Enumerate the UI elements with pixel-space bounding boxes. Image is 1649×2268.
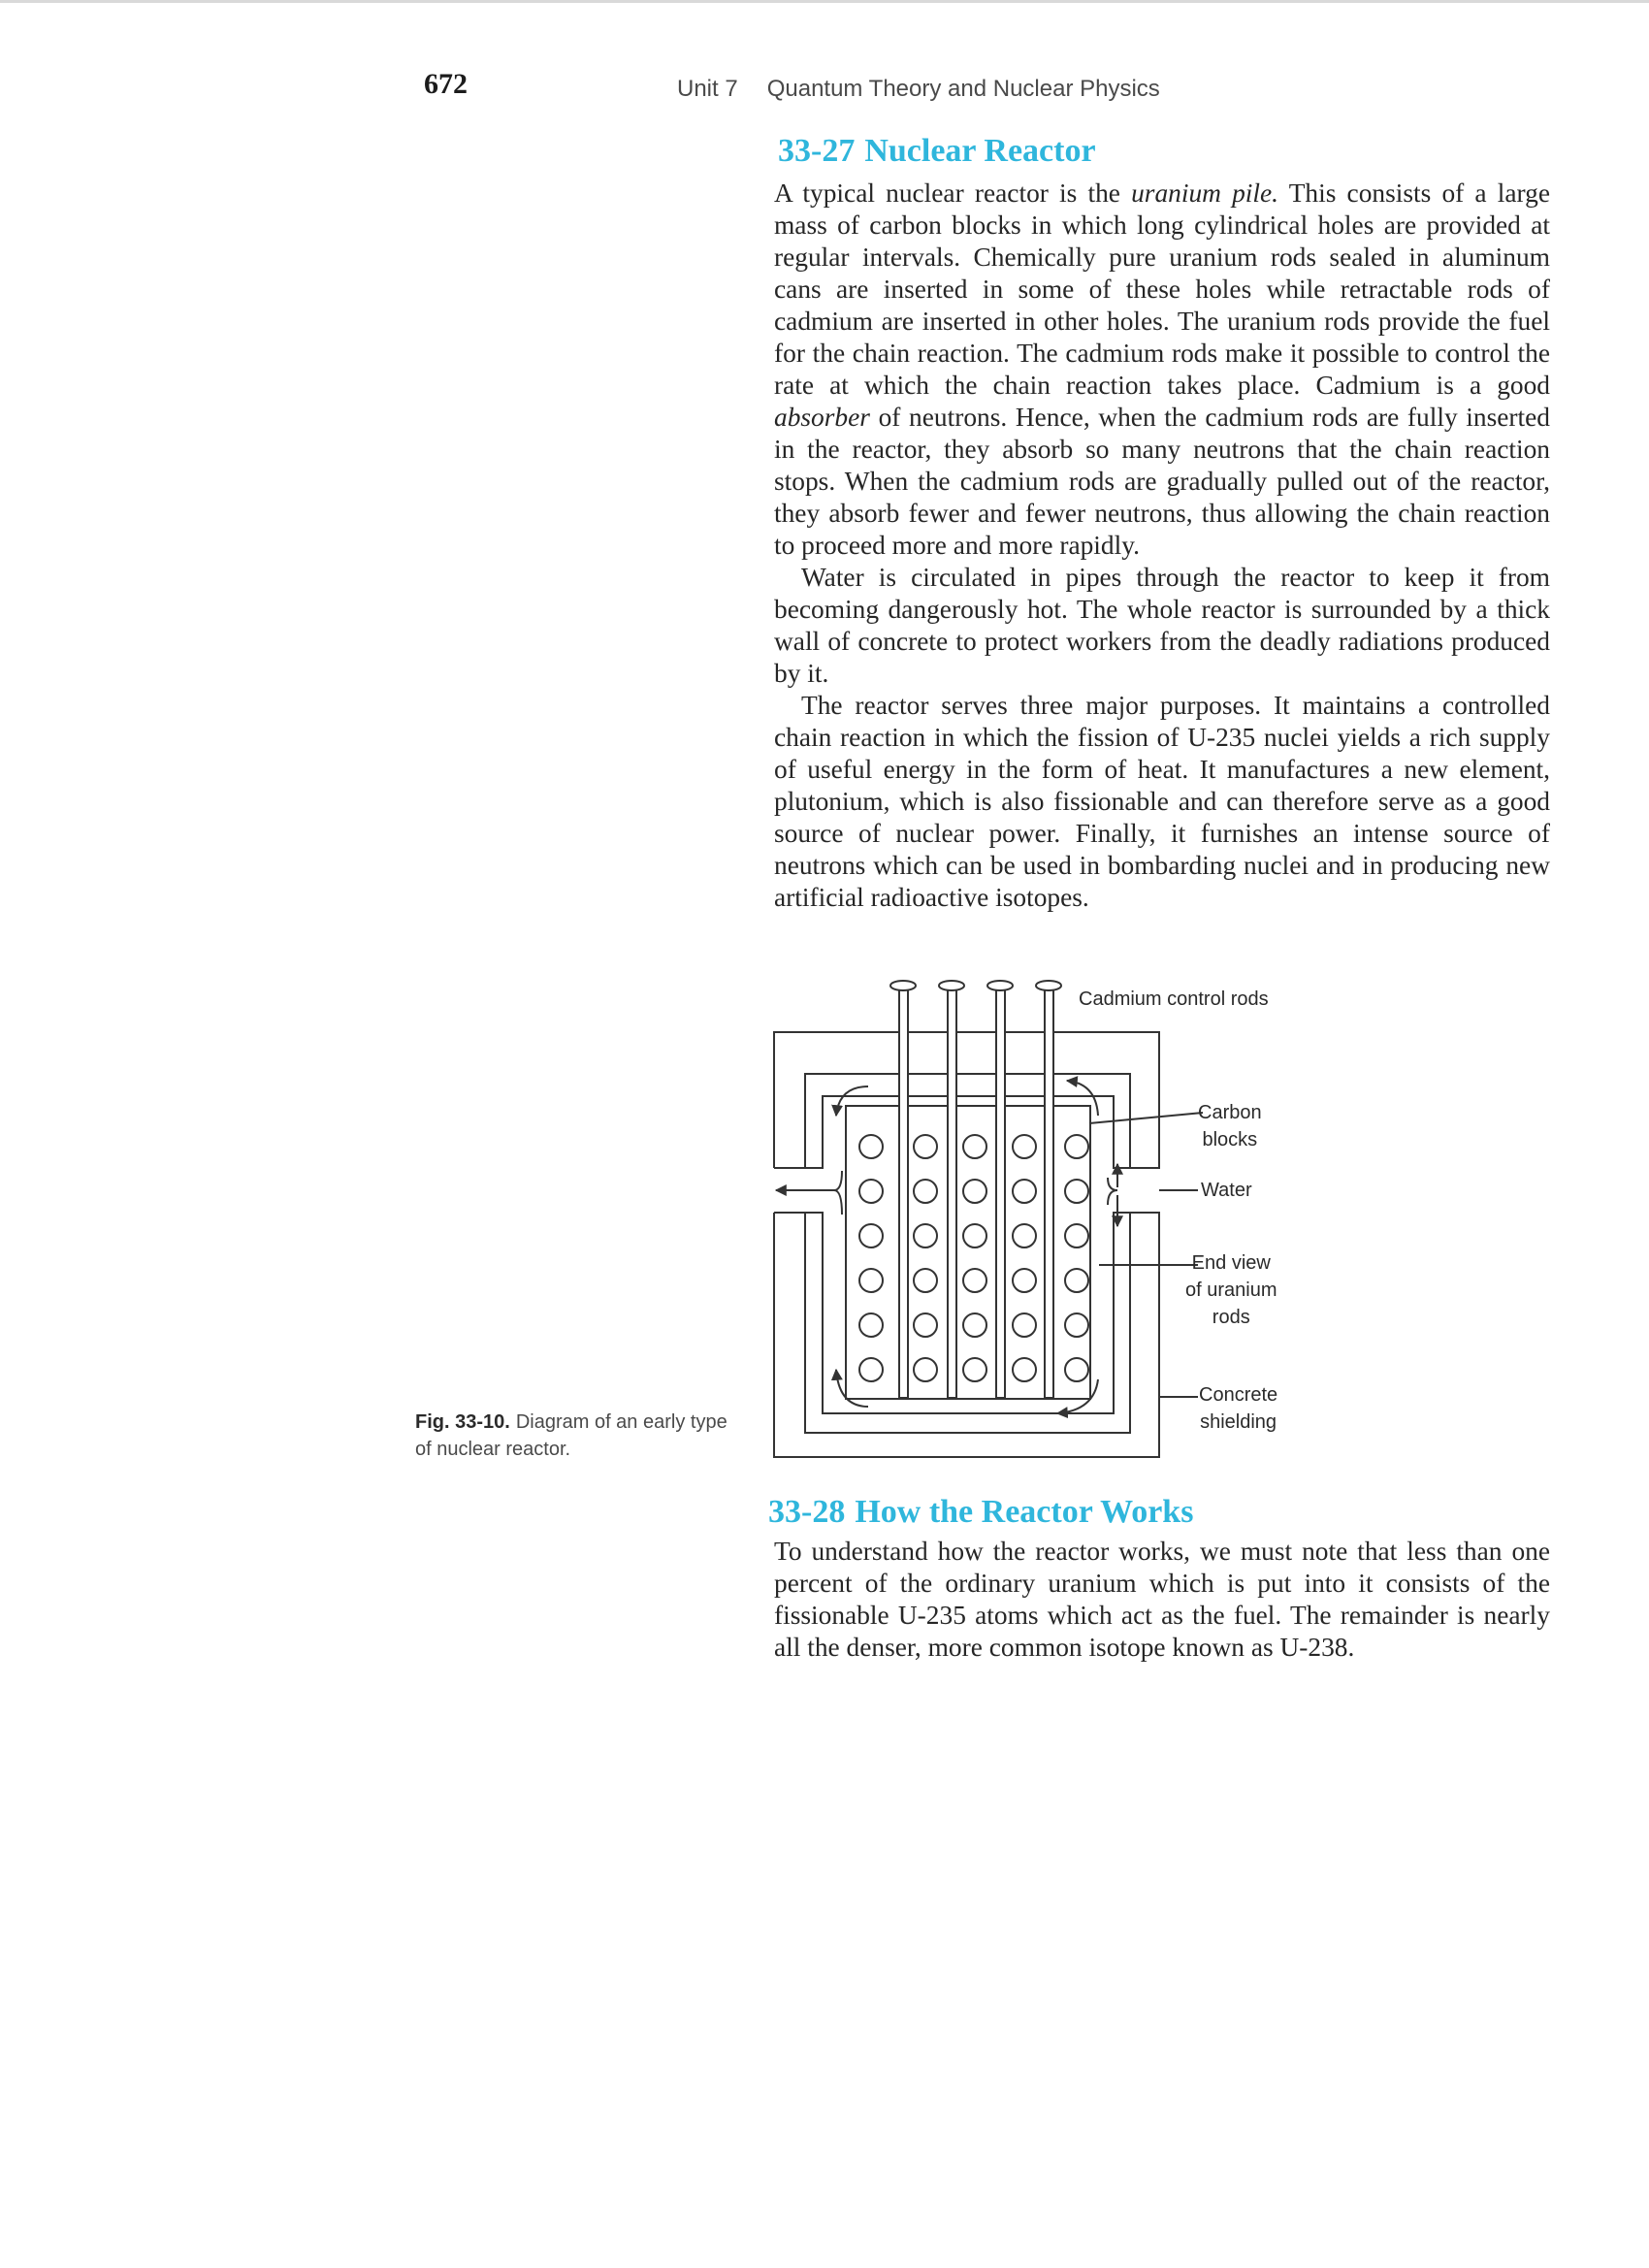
cadmium-rod [939,981,964,1398]
circulation-arrow-bottom-right [1057,1379,1098,1413]
uranium-rod-end [963,1135,986,1158]
label-concrete-line-1: Concrete [1199,1384,1278,1406]
uranium-rod-end [1065,1358,1088,1381]
water-outlet-curve-bottom [834,1190,842,1215]
water-loop-right-bottom [989,1213,1130,1413]
cadmium-rod [1036,981,1061,1398]
uranium-rod-end [1065,1269,1088,1292]
section-number: 33-28 [768,1494,846,1530]
water-inlet-curve-top [1108,1178,1117,1190]
scan-edge [0,0,1649,3]
term-uranium-pile: uranium pile. [1131,178,1279,208]
uranium-rod-end [1013,1358,1036,1381]
uranium-rod-end [859,1313,883,1337]
uranium-rod-end [914,1269,937,1292]
label-concrete-shielding [1199,1381,1277,1436]
paragraph-1-text-a: A typical nuclear reactor is the [774,178,1132,208]
section-title: Nuclear Reactor [864,133,1096,169]
cadmium-rod [987,981,1013,1398]
running-head [677,76,1160,103]
figure-caption-label: Fig. 33-10. [415,1411,510,1433]
label-uranium-line-3: rods [1212,1307,1250,1328]
water-loop-right-top [989,1096,1130,1168]
uranium-rod-end [914,1135,937,1158]
section-heading-how-reactor-works [768,1494,1193,1531]
cadmium-rod [890,981,916,1398]
section-2-body [774,1536,1550,1664]
label-concrete-line-2: shielding [1200,1411,1277,1433]
label-water: Water [1201,1180,1252,1201]
uranium-rod-end [914,1180,937,1203]
unit-title: Quantum Theory and Nuclear Physics [766,76,1160,102]
uranium-rod-end [1065,1224,1088,1247]
figure-caption [415,1409,735,1463]
uranium-rod-end [914,1224,937,1247]
uranium-rod-end [1065,1135,1088,1158]
water-inlet-curve-bottom [1108,1190,1117,1205]
uranium-rod-end [859,1358,883,1381]
label-uranium-line-2: of uranium [1185,1280,1277,1301]
uranium-rod-end [1013,1224,1036,1247]
label-uranium-rods [1185,1249,1277,1331]
uranium-rod-end [1013,1313,1036,1337]
uranium-rod-end [963,1313,986,1337]
uranium-rod-end [1065,1180,1088,1203]
paragraph-2: Water is circulated in pipes through the reactor to keep it from becoming dangerously hot. The whole reactor is surrounded by a thick wall of concrete to protect workers from the deadly radiations produced by it. [774,563,1550,688]
label-carbon-blocks [1198,1099,1262,1153]
uranium-rod-end [914,1358,937,1381]
paragraph-1-text-b: This consists of a large mass of carbon blocks in which long cylindrical holes are provided at regular intervals. Chemically pure uranium rods sealed in aluminum cans are inserted in some of these holes while retractable rods of cadmium are inserted in other holes. The uranium rods provide the fuel for the chain reaction. The cadmium rods make it possible to control the rate at which the chain reaction takes place. Cadmium is a good [774,178,1550,400]
uranium-rod-end [1013,1269,1036,1292]
label-carbon-line-1: Carbon [1198,1102,1262,1123]
paragraph-1-text-c: of neutrons. Hence, when the cadmium rods are fully inserted in the reactor, they absorb so many neutrons that the chain reaction stops. When the cadmium rods are gradually pulled out of the reactor, they absorb fewer and fewer neutrons, thus allowing the chain reaction to proceed more and more rapidly. [774,403,1550,560]
concrete-outer-bottom [774,1213,1159,1457]
circulation-arrow-top-right [1067,1081,1098,1116]
water-loop-left-bottom [805,1213,989,1413]
figure-caption-text: Diagram of an early type of nuclear reactor. [415,1411,728,1460]
uranium-rod-end [963,1269,986,1292]
paragraph-3: The reactor serves three major purposes. It maintains a controlled chain reaction in which the fission of U-235 nuclei yields a rich supply of useful energy in the form of heat. It manufactures a new element, plutonium, which is also fissionable and can therefore serve as a good source of nuclear power. Finally, it furnishes an intense source of neutrons which can be used in bombarding nuclei and in producing new artificial radioactive isotopes. [774,691,1550,912]
uranium-rod-end [1013,1180,1036,1203]
label-cadmium-control-rods: Cadmium control rods [1079,988,1269,1010]
uranium-rod-end [859,1135,883,1158]
unit-label: Unit 7 [677,76,738,102]
uranium-rod-end [963,1358,986,1381]
uranium-rod-end [859,1180,883,1203]
term-absorber: absorber [774,403,870,432]
uranium-rod-end [1065,1313,1088,1337]
uranium-rod-end [914,1313,937,1337]
label-uranium-line-1: End view [1191,1252,1271,1274]
section-number: 33-27 [778,133,856,169]
section-heading-nuclear-reactor [778,133,1096,170]
section-1-body [774,178,1550,914]
page-number: 672 [424,68,468,100]
paragraph-4: To understand how the reactor works, we must note that less than one percent of the ordinary uranium which is put into it consists of the fissionable U-235 atoms which act as the fuel. The remainder is nearly all the denser, more common isotope known as U-238. [774,1537,1550,1662]
label-carbon-line-2: blocks [1202,1129,1258,1150]
section-title: How the Reactor Works [855,1494,1194,1530]
uranium-rod-end [963,1224,986,1247]
circulation-arrow-top-left [836,1086,868,1116]
paragraph-1 [774,178,1550,562]
leader-carbon [1089,1113,1203,1123]
water-outlet-curve-top [834,1171,842,1190]
uranium-rod-end [859,1269,883,1292]
reactor-diagram [766,972,1310,1476]
uranium-rod-end [963,1180,986,1203]
water-loop-left-top [805,1096,989,1168]
uranium-rod-end [1013,1135,1036,1158]
uranium-rod-end [859,1224,883,1247]
